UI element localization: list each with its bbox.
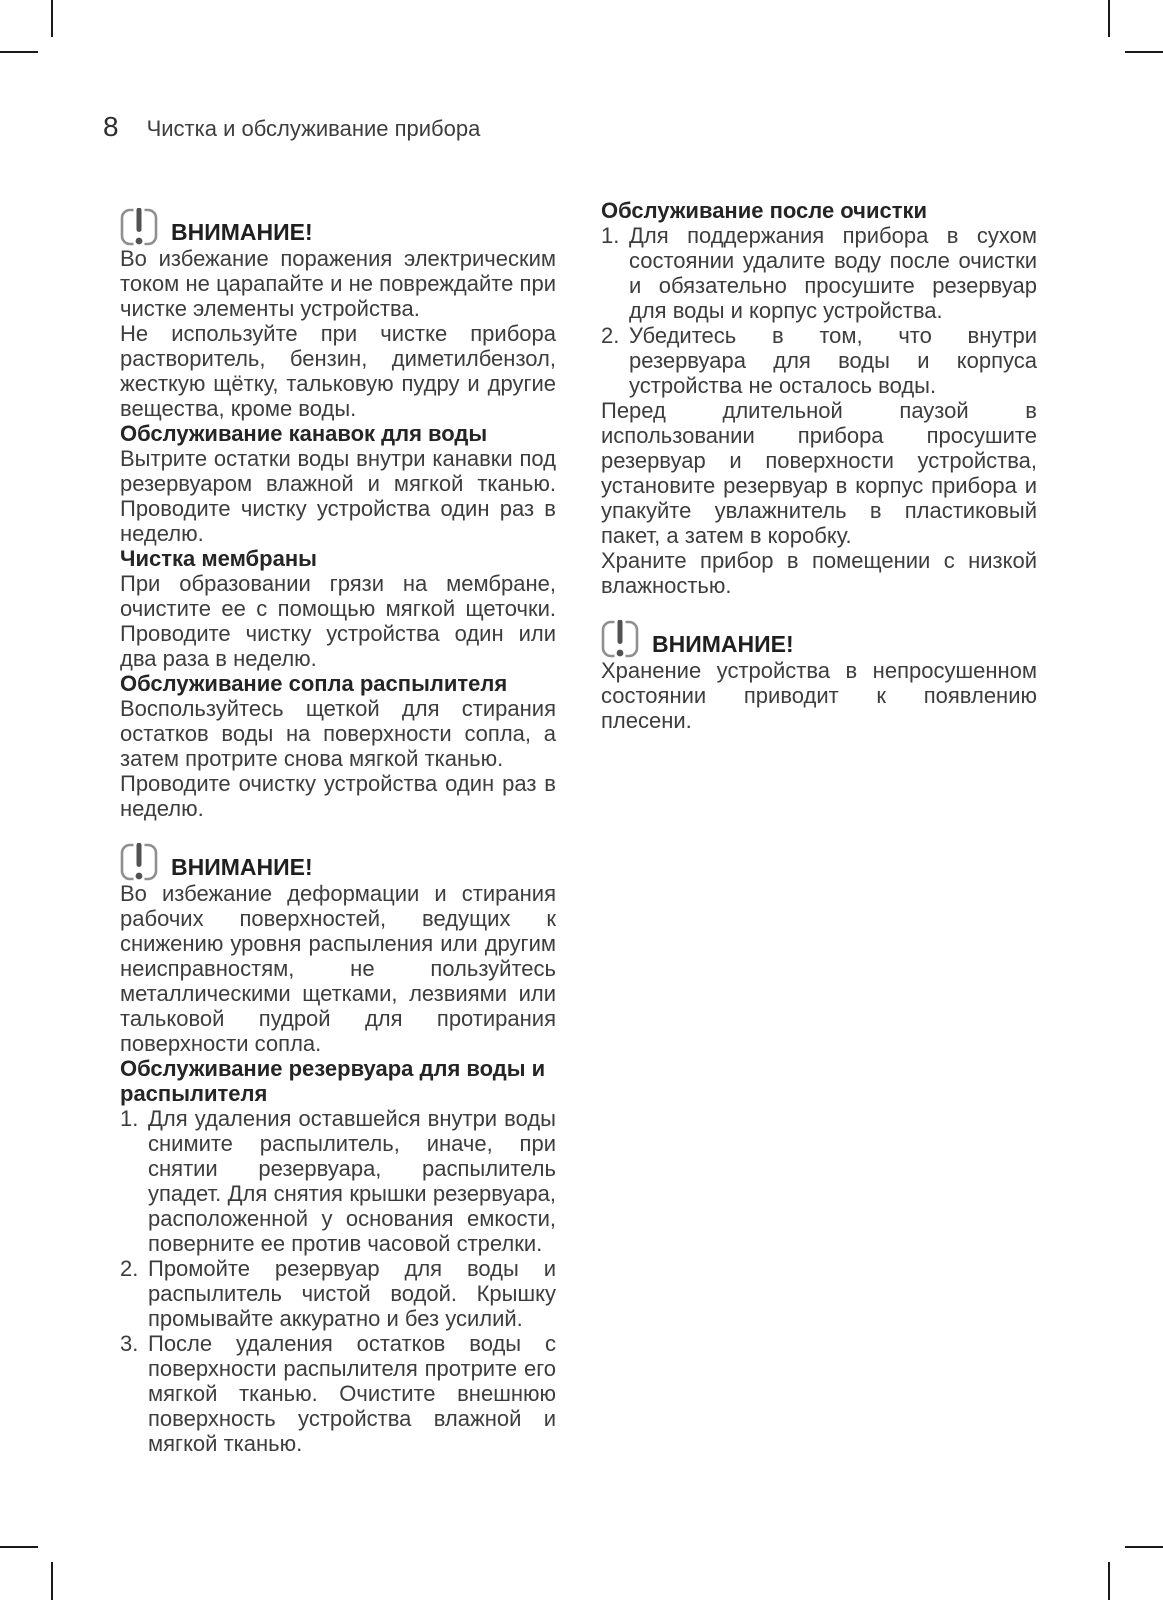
- crop-mark-top-left-vertical: [51, 0, 53, 37]
- crop-mark-top-right-vertical: [1108, 0, 1110, 37]
- list-item-continuation: Храните прибор в помещении с низкой влажностью.: [601, 548, 1037, 598]
- section-paragraph: При образовании грязи на мембране, очистите ее с помощью мягкой щеточки. Проводите чистку устройства один или два раза в неделю.: [120, 571, 556, 671]
- numbered-list: [601, 223, 1037, 598]
- section-tank-sprayer-maintenance: [120, 1056, 556, 1456]
- crop-mark-bottom-right-horizontal: [1125, 1546, 1163, 1548]
- warning-block-3: [601, 620, 1037, 733]
- section-paragraph: Воспользуйтесь щеткой для стирания остатков воды на поверхности сопла, а затем протрите снова мягкой тканью.: [120, 696, 556, 771]
- left-column: [120, 196, 556, 1456]
- section-nozzle-maintenance: [120, 671, 556, 821]
- list-item-continuation: Перед длительной паузой в использовании прибора просушите резервуар и поверхности устройства, установите резервуар в корпус прибора и упакуйте увлажнитель в пластиковый пакет, а затем в коробку.: [601, 398, 1037, 548]
- section-water-grooves: [120, 421, 556, 546]
- section-after-cleaning: [601, 198, 1037, 598]
- section-title: Обслуживание сопла распылителя: [120, 671, 508, 696]
- warning-block-2: [120, 843, 556, 1056]
- crop-mark-bottom-right-vertical: [1108, 1562, 1110, 1600]
- warning-header: [120, 208, 556, 246]
- list-item-text: Для поддержания прибора в сухом состоянии удалите воду после очистки и обязательно просушите резервуар для воды и корпус устройства.: [629, 223, 1037, 323]
- list-item: [120, 1331, 556, 1456]
- exclamation-warning-icon: [120, 208, 158, 246]
- crop-mark-top-left-horizontal: [0, 51, 38, 53]
- section-membrane-cleaning: [120, 546, 556, 671]
- crop-mark-top-right-horizontal: [1125, 51, 1163, 53]
- list-item-number: 1.: [601, 223, 620, 248]
- page-header: [103, 112, 480, 144]
- list-item-number: 3.: [120, 1331, 139, 1356]
- warning-header: [601, 620, 1037, 658]
- exclamation-warning-icon: [120, 843, 158, 881]
- warning-paragraph: Во избежание поражения электрическим током не царапайте и не повреждайте при чистке элементы устройства.: [120, 246, 556, 321]
- list-item-text: Для удаления оставшейся внутри воды снимите распылитель, иначе, при снятии резервуара, распылитель упадет. Для снятия крышки резервуара, расположенной у основания емкости, поверните ее против часовой стрелки.: [148, 1106, 556, 1256]
- warning-label: ВНИМАНИЕ!: [652, 631, 794, 657]
- section-title: Обслуживание после очистки: [601, 198, 928, 223]
- page-number: 8: [103, 111, 119, 142]
- section-paragraph: Проводите очистку устройства один раз в неделю.: [120, 771, 556, 821]
- list-item-number: 1.: [120, 1106, 139, 1131]
- crop-mark-bottom-left-horizontal: [0, 1546, 38, 1548]
- warning-block-1: [120, 208, 556, 421]
- section-title: Чистка мембраны: [120, 546, 317, 571]
- warning-paragraph: Во избежание деформации и стирания рабочих поверхностей, ведущих к снижению уровня распыления или другим неисправностям, не пользуйтесь металлическими щетками, лезвиями или тальковой пудрой для протирания поверхности сопла.: [120, 881, 556, 1056]
- section-title: Обслуживание канавок для воды: [120, 421, 488, 446]
- list-item: [601, 323, 1037, 398]
- warning-header: [120, 843, 556, 881]
- list-item: [120, 1256, 556, 1331]
- list-item-number: 2.: [601, 323, 620, 348]
- exclamation-warning-icon: [601, 620, 639, 658]
- list-item: [120, 1106, 556, 1256]
- list-item-text: Убедитесь в том, что внутри резервуара для воды и корпуса устройства не осталось воды.: [629, 323, 1037, 398]
- crop-mark-bottom-left-vertical: [51, 1562, 53, 1600]
- list-item-number: 2.: [120, 1256, 139, 1281]
- section-paragraph: Вытрите остатки воды внутри канавки под резервуаром влажной и мягкой тканью. Проводите чистку устройства один раз в неделю.: [120, 446, 556, 546]
- warning-paragraph: Не используйте при чистке прибора растворитель, бензин, диметилбензол, жесткую щётку, тальковую пудру и другие вещества, кроме воды.: [120, 321, 556, 421]
- right-column: [601, 196, 1037, 1456]
- list-item-text: После удаления остатков воды с поверхности распылителя протрите его мягкой тканью. Очистите внешнюю поверхность устройства влажной и мягкой тканью.: [148, 1331, 556, 1456]
- content-columns: [120, 196, 1037, 1456]
- page-title: Чистка и обслуживание прибора: [146, 116, 481, 141]
- warning-paragraph: Хранение устройства в непросушенном состоянии приводит к появлению плесени.: [601, 658, 1037, 733]
- list-item: [601, 223, 1037, 323]
- warning-label: ВНИМАНИЕ!: [171, 854, 313, 880]
- warning-label: ВНИМАНИЕ!: [171, 219, 313, 245]
- numbered-list: [120, 1106, 556, 1456]
- section-title: Обслуживание резервуара для воды и распылителя: [120, 1056, 546, 1106]
- list-item-text: Промойте резервуар для воды и распылитель чистой водой. Крышку промывайте аккуратно и без усилий.: [148, 1256, 556, 1331]
